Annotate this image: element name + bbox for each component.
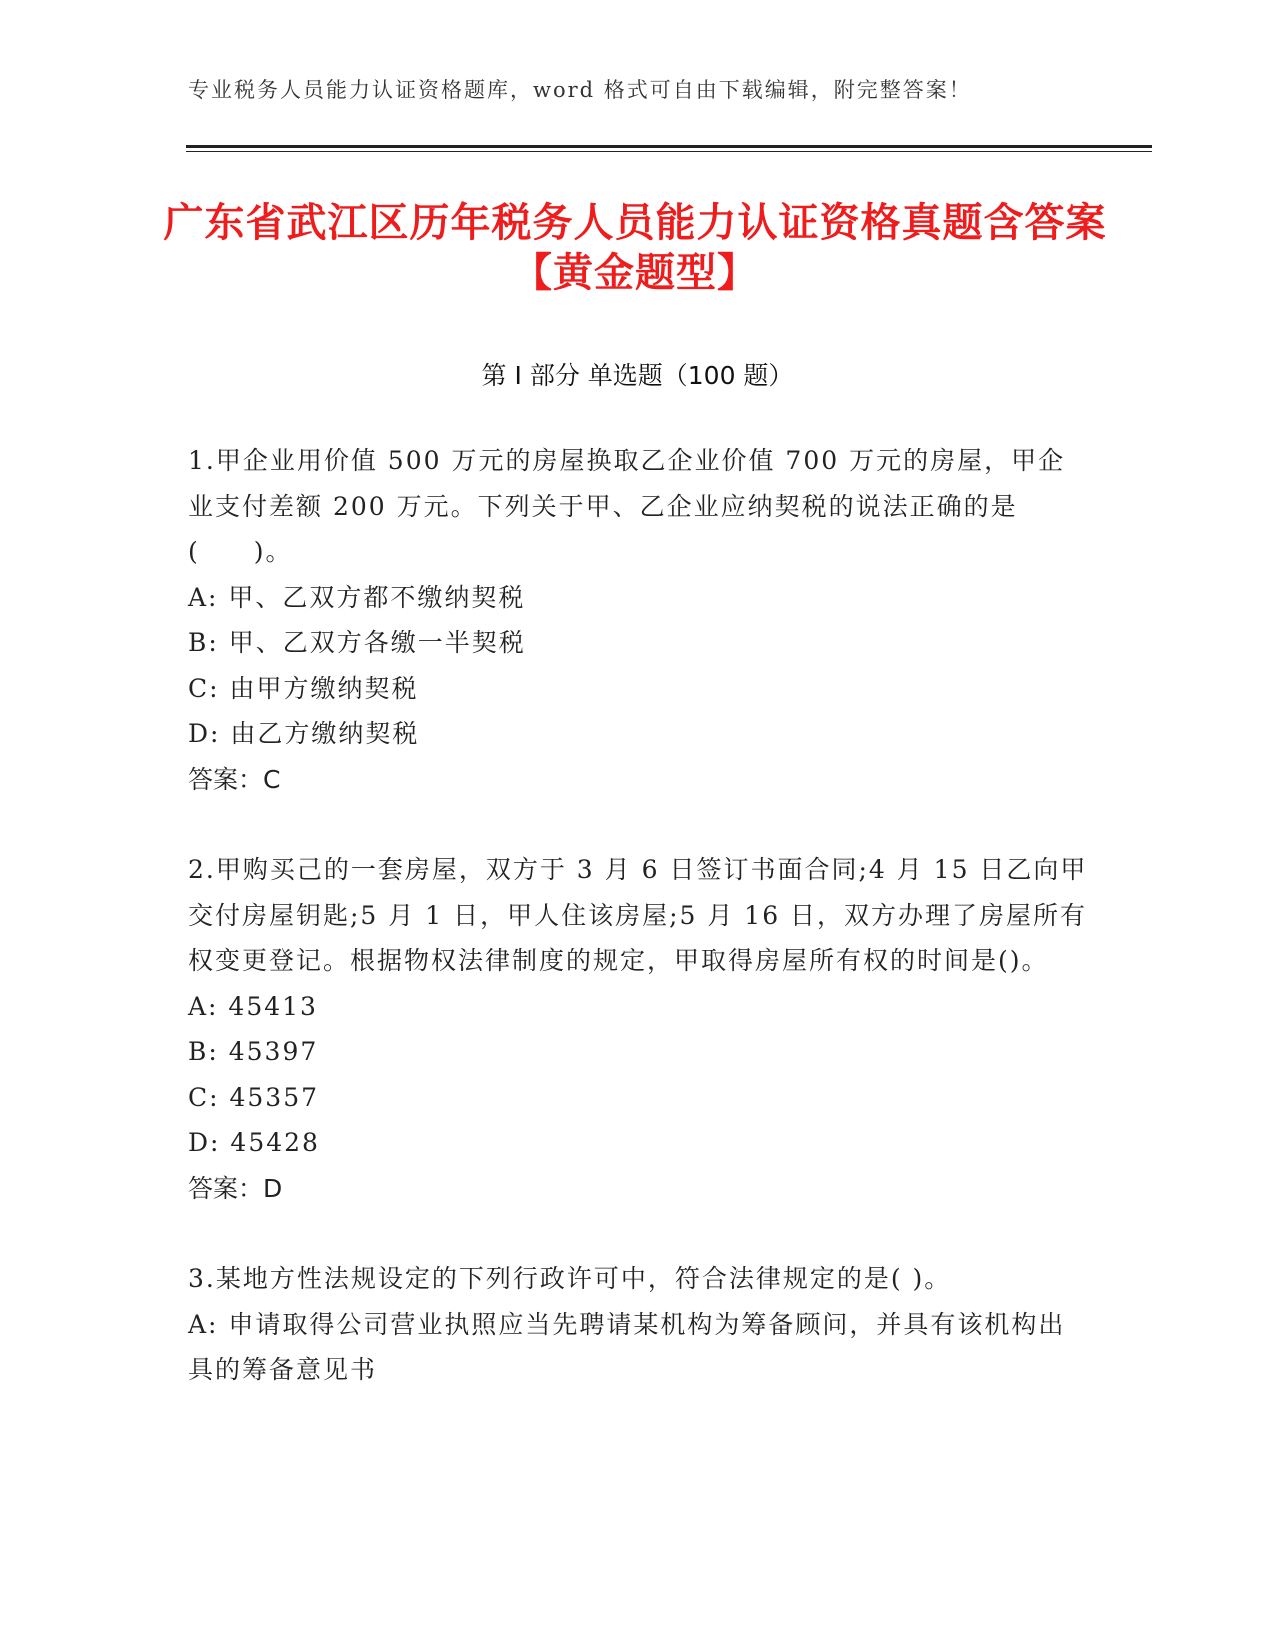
option-b: B: 45397 xyxy=(188,1037,319,1066)
answer-value: C xyxy=(263,764,281,794)
option-a: A: 申请取得公司营业执照应当先聘请某机构为筹备顾问，并具有该机构出具的筹备意见书 xyxy=(188,1309,1066,1384)
option-c: C: 45357 xyxy=(188,1082,320,1112)
option-c: C: 由甲方缴纳契税 xyxy=(188,673,419,703)
question-2 xyxy=(188,847,1088,1211)
question-1 xyxy=(188,438,1088,802)
header-note: 专业税务人员能力认证资格题库，word 格式可自由下载编辑，附完整答案！ xyxy=(188,78,972,102)
answer-value: D xyxy=(263,1173,283,1203)
header-rule-thin xyxy=(186,151,1152,152)
question-stem: 1.甲企业用价值 500 万元的房屋换取乙企业价值 700 万元的房屋，甲企业支付差额 200 万元。下列关于甲、乙企业应纳契税的说法正确的是( )。 xyxy=(188,446,1066,566)
question-stem: 2.甲购买己的一套房屋，双方于 3 月 6 日签订书面合同;4 月 15 日乙向甲交付房屋钥匙;5 月 1 日，甲人住该房屋;5 月 16 日，双方办理了房屋所有权变更登记。根据物权法律制度的规定，甲取得房屋所有权的时间是()。 xyxy=(188,855,1088,975)
option-d: D: 由乙方缴纳契税 xyxy=(188,719,420,748)
section-title: 第 I 部分 单选题（100 题） xyxy=(481,361,794,390)
option-a: A: 45413 xyxy=(188,991,318,1021)
option-a: A: 甲、乙双方都不缴纳契税 xyxy=(188,582,526,612)
answer-line xyxy=(188,757,1088,803)
question-3 xyxy=(188,1256,1088,1393)
answer-prefix: 答案： xyxy=(188,1173,264,1203)
option-d: D: 45428 xyxy=(188,1128,320,1157)
question-stem: 3.某地方性法规设定的下列行政许可中，符合法律规定的是( )。 xyxy=(188,1264,952,1293)
question-list xyxy=(188,438,1088,1438)
answer-prefix: 答案： xyxy=(188,764,264,794)
document-title: 广东省武江区历年税务人员能力认证资格真题含答案【黄金题型】 xyxy=(163,200,1107,296)
header-rule-thick xyxy=(186,145,1152,148)
answer-line xyxy=(188,1166,1088,1212)
option-b: B: 甲、乙双方各缴一半契税 xyxy=(188,628,526,657)
